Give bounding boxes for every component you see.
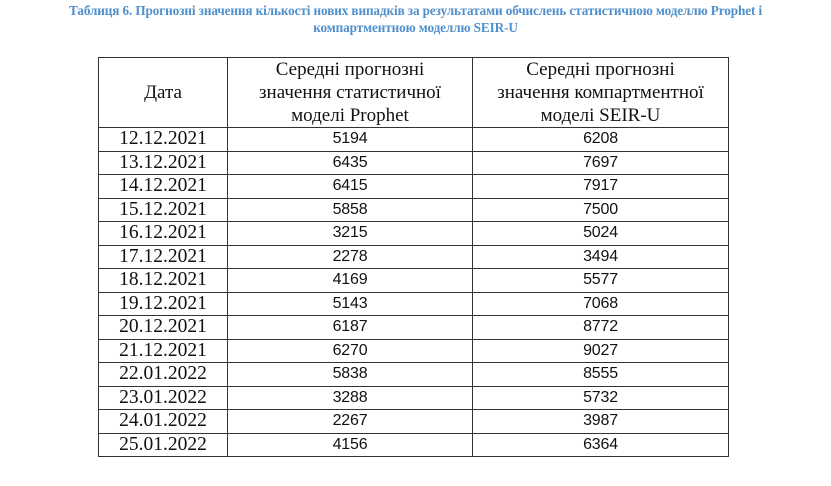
cell-date: 22.01.2022 bbox=[99, 363, 228, 387]
cell-date: 13.12.2021 bbox=[99, 151, 228, 175]
cell-date: 20.12.2021 bbox=[99, 316, 228, 340]
header-prophet-line-2: значення статистичної bbox=[259, 82, 441, 103]
caption-line-2: компартментною моделлю SEIR-U bbox=[313, 20, 518, 35]
cell-seir: 6208 bbox=[473, 128, 729, 152]
header-prophet-line-1: Середні прогнозні bbox=[275, 59, 425, 80]
header-seir-line-1: Середні прогнозні bbox=[526, 59, 675, 80]
table-row bbox=[99, 386, 729, 410]
caption-line-1: Таблиця 6. Прогнозні значення кількості нових випадків за результатами обчислень статистичною моделлю Prophet і bbox=[68, 3, 763, 18]
cell-seir: 9027 bbox=[473, 339, 729, 363]
table-row bbox=[99, 269, 729, 293]
cell-prophet: 5858 bbox=[228, 198, 473, 222]
cell-date: 23.01.2022 bbox=[99, 386, 228, 410]
table-row bbox=[99, 151, 729, 175]
cell-prophet: 5194 bbox=[228, 128, 473, 152]
header-seir-line-3: моделі SEIR-U bbox=[540, 105, 661, 126]
cell-seir: 7068 bbox=[473, 292, 729, 316]
cell-seir: 5577 bbox=[473, 269, 729, 293]
cell-date: 21.12.2021 bbox=[99, 339, 228, 363]
cell-seir: 5732 bbox=[473, 386, 729, 410]
table-row bbox=[99, 245, 729, 269]
cell-seir: 8772 bbox=[473, 316, 729, 340]
cell-seir: 5024 bbox=[473, 222, 729, 246]
cell-seir: 6364 bbox=[473, 433, 729, 457]
cell-seir: 7917 bbox=[473, 175, 729, 199]
table-row bbox=[99, 175, 729, 199]
cell-date: 19.12.2021 bbox=[99, 292, 228, 316]
table-row bbox=[99, 433, 729, 457]
cell-prophet: 2267 bbox=[228, 410, 473, 434]
table-header-row bbox=[99, 58, 729, 128]
header-prophet-line-3: моделі Prophet bbox=[291, 105, 409, 126]
header-prophet bbox=[228, 58, 473, 128]
cell-prophet: 3288 bbox=[228, 386, 473, 410]
header-seir-line-2: значення компартментної bbox=[497, 82, 704, 103]
cell-prophet: 3215 bbox=[228, 222, 473, 246]
cell-date: 25.01.2022 bbox=[99, 433, 228, 457]
table-row bbox=[99, 316, 729, 340]
header-date: Дата bbox=[99, 58, 228, 128]
cell-date: 16.12.2021 bbox=[99, 222, 228, 246]
cell-date: 12.12.2021 bbox=[99, 128, 228, 152]
cell-prophet: 2278 bbox=[228, 245, 473, 269]
cell-prophet: 6270 bbox=[228, 339, 473, 363]
cell-seir: 3987 bbox=[473, 410, 729, 434]
cell-prophet: 5143 bbox=[228, 292, 473, 316]
table-row bbox=[99, 222, 729, 246]
cell-prophet: 4169 bbox=[228, 269, 473, 293]
cell-prophet: 6187 bbox=[228, 316, 473, 340]
cell-seir: 7697 bbox=[473, 151, 729, 175]
table-row bbox=[99, 410, 729, 434]
table-row bbox=[99, 363, 729, 387]
cell-date: 18.12.2021 bbox=[99, 269, 228, 293]
cell-prophet: 6415 bbox=[228, 175, 473, 199]
cell-seir: 7500 bbox=[473, 198, 729, 222]
cell-prophet: 6435 bbox=[228, 151, 473, 175]
cell-date: 14.12.2021 bbox=[99, 175, 228, 199]
table-row bbox=[99, 198, 729, 222]
cell-date: 24.01.2022 bbox=[99, 410, 228, 434]
cell-prophet: 4156 bbox=[228, 433, 473, 457]
header-seir bbox=[473, 58, 729, 128]
cell-seir: 8555 bbox=[473, 363, 729, 387]
cell-seir: 3494 bbox=[473, 245, 729, 269]
cell-date: 17.12.2021 bbox=[99, 245, 228, 269]
table-row bbox=[99, 128, 729, 152]
table-caption bbox=[0, 2, 831, 36]
cell-prophet: 5838 bbox=[228, 363, 473, 387]
forecast-table bbox=[98, 57, 729, 457]
table-row bbox=[99, 339, 729, 363]
table-row bbox=[99, 292, 729, 316]
cell-date: 15.12.2021 bbox=[99, 198, 228, 222]
